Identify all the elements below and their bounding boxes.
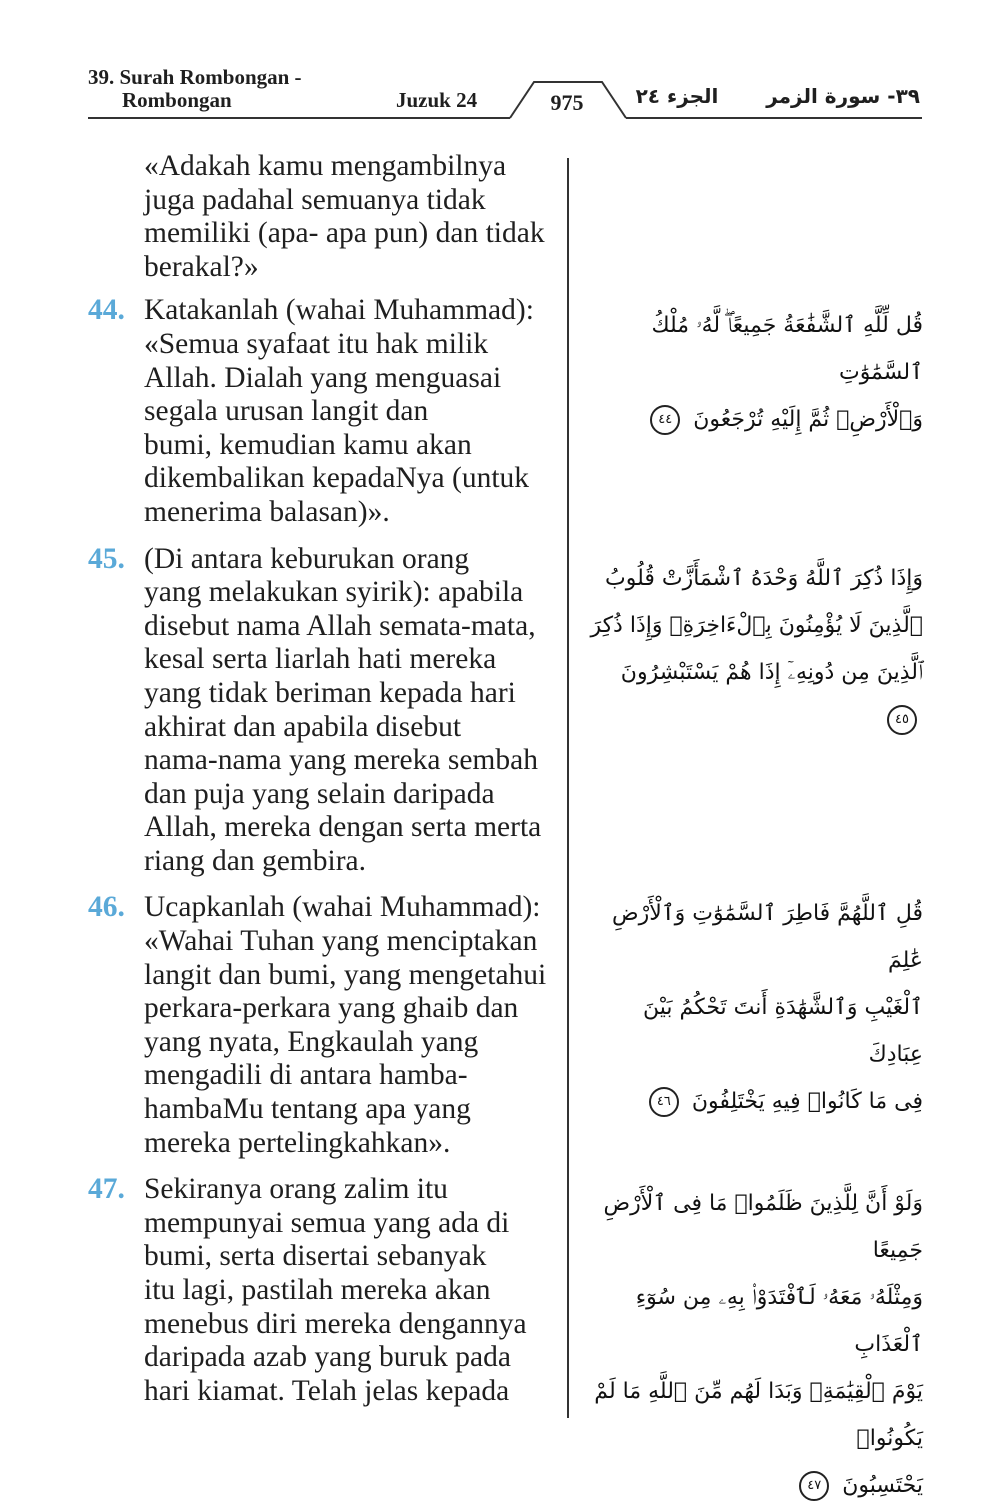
translation-block-44: [88, 294, 558, 529]
arabic-verse-text: وَإِذَا ذُكِرَ ٱللَّهُ وَحْدَهُ ٱشْمَأَزَّتْ قُلُوبُ ٱلَّذِينَ لَا يُؤْمِنُونَ بِٱلْءَاخِرَةِۖ وَإِذَا ذُكِرَ ٱلَّذِينَ مِن دُونِهِۦٓ إِذَا هُمْ يَسْتَبْشِرُونَ: [590, 566, 923, 685]
verse-end-marker: ٤٤: [650, 405, 680, 435]
translation-block-46: [88, 891, 558, 1160]
verse-end-marker: ٤٥: [887, 705, 917, 735]
arabic-verse-45: [583, 555, 923, 743]
page-number: 975: [550, 90, 584, 115]
surah-title-line1: 39. Surah Rombongan -: [88, 65, 302, 89]
column-divider: [567, 158, 569, 1418]
arabic-verse-text: قُل لِّلَّهِ ٱلشَّفَٰعَةُ جَمِيعًاۖ لَّهُۥ مُلْكُ ٱلسَّمَٰوَٰتِ وَٱلْأَرْضِۖ ثُمَّ إِلَيْهِ تُرْجَعُونَ: [651, 313, 923, 432]
translation-text: (Di antara keburukan orang yang melakukan syirik): apabila disebut nama Allah semata-mata, kesal serta liarlah hati mereka yang tidak beriman kepada hari akhirat dan apabila disebut nama-nama yang mereka sembah dan puja yang selain daripada Allah, mereka dengan serta merta riang dan gembira.: [144, 542, 542, 877]
translation-text: Sekiranya orang zalim itu mempunyai semua yang ada di bumi, serta disertai sebanyak itu lagi, pastilah mereka akan menebus diri mereka dengannya daripada azab yang buruk pada hari kiamat. Telah jelas kepada: [144, 1173, 527, 1407]
page-header: [0, 0, 1000, 130]
arabic-surah-title: ٣٩- سورة الزمر: [766, 84, 920, 108]
arabic-verse-46: [583, 890, 923, 1125]
arabic-juz-label: الجزء ٢٤: [635, 84, 719, 108]
verse-end-marker: ٤٧: [799, 1471, 829, 1501]
verse-number: 45.: [88, 542, 125, 575]
arabic-verse-47: [583, 1180, 923, 1509]
juzuk-label: Juzuk 24: [396, 88, 478, 112]
translation-block-47: [88, 1173, 558, 1408]
translation-text: Ucapkanlah (wahai Muhammad): «Wahai Tuhan yang menciptakan langit dan bumi, yang mengetahui perkara-perkara yang ghaib dan yang nyata, Engkaulah yang mengadili di antara hamba- hambaMu tentang apa yang mereka pertelingkahkan».: [144, 891, 547, 1159]
translation-block-continued: [88, 150, 558, 284]
verse-end-marker: ٤٦: [649, 1087, 679, 1117]
translation-column: [88, 150, 558, 1408]
translation-text: Katakanlah (wahai Muhammad): «Semua syafaat itu hak milik Allah. Dialah yang menguasai segala urusan langit dan bumi, kemudian kamu akan dikembalikan kepadaNya (untuk menerima balasan)».: [144, 294, 534, 528]
verse-number: 47.: [88, 1173, 125, 1206]
arabic-verse-text: قُلِ ٱللَّهُمَّ فَاطِرَ ٱلسَّمَٰوَٰتِ وَٱلْأَرْضِ عَٰلِمَ ٱلْغَيْبِ وَٱلشَّهَٰدَةِ أَنتَ تَحْكُمُ بَيْنَ عِبَادِكَ فِى مَا كَانُوا۟ فِيهِ يَخْتَلِفُونَ: [612, 901, 923, 1114]
surah-title: [88, 66, 302, 112]
arabic-verse-text: وَلَوْ أَنَّ لِلَّذِينَ ظَلَمُوا۟ مَا فِى ٱلْأَرْضِ جَمِيعًا وَمِثْلَهُۥ مَعَهُۥ لَٱفْتَدَوْا۟ بِهِۦ مِن سُوٓءِ ٱلْعَذَابِ يَوْمَ ٱلْقِيَٰمَةِۚ وَبَدَا لَهُم مِّنَ ٱللَّهِ مَا لَمْ يَكُونُوا۟ يَحْتَسِبُونَ: [594, 1191, 923, 1498]
translation-block-45: [88, 543, 558, 879]
arabic-verse-44: [583, 302, 923, 443]
translation-text: «Adakah kamu mengambilnya juga padahal semuanya tidak memiliki (apa- apa pun) dan tidak berakal?»: [144, 150, 545, 283]
surah-title-line2: Rombongan: [122, 88, 232, 112]
verse-number: 44.: [88, 294, 125, 327]
verse-number: 46.: [88, 891, 125, 924]
